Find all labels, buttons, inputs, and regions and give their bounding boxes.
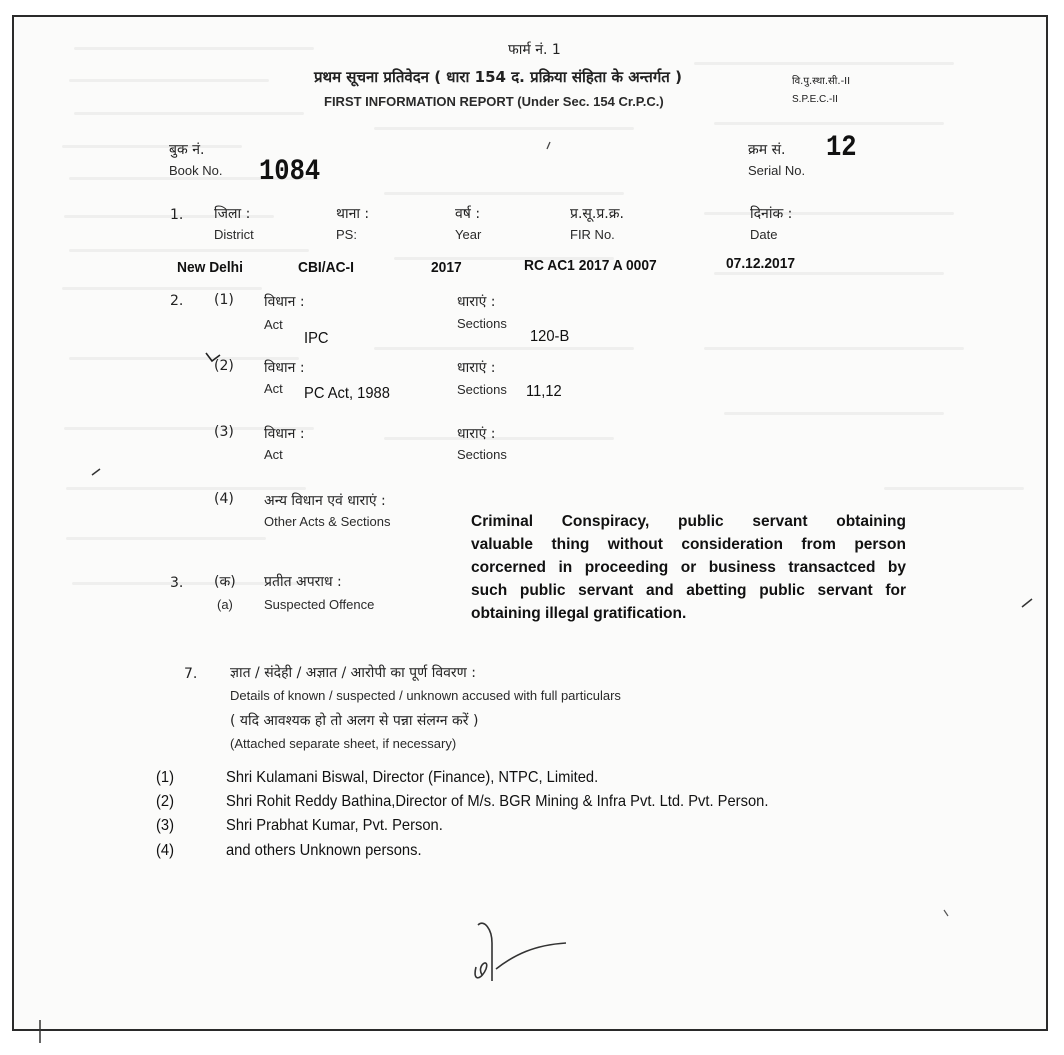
sections-1-label-hindi: धाराएं : (457, 294, 496, 310)
offence-line: Criminal Conspiracy, public servant obtaining (471, 513, 906, 530)
form-number: फार्म नं. 1 (508, 42, 561, 58)
item-2-number: 2. (170, 293, 184, 309)
fir-no-value: RC AC1 2017 A 0007 (524, 257, 657, 274)
offence-label-hindi: प्रतीत अपराध : (264, 574, 342, 590)
accused-index: (2) (156, 793, 174, 810)
offence-line: obtaining illegal gratification. (471, 605, 687, 622)
book-label-english: Book No. (169, 163, 223, 178)
year-label-hindi: वर्ष : (455, 206, 481, 222)
accused-entry: and others Unknown persons. (226, 842, 422, 859)
offence-index-hindi: (क) (214, 574, 236, 590)
offence-index: (a) (217, 597, 233, 612)
act-1-value: IPC (304, 330, 329, 347)
accused-entry: Shri Rohit Reddy Bathina,Director of M/s. BGR Mining & Infra Pvt. Ltd. Pvt. Person. (226, 793, 769, 810)
accused-index: (3) (156, 817, 174, 834)
title-english: FIRST INFORMATION REPORT (Under Sec. 154 Cr.P.C.) (324, 94, 664, 109)
book-number: 1084 (259, 155, 321, 189)
act-1-label: Act (264, 317, 283, 332)
accused-note-hindi: ( यदि आवश्यक हो तो अलग से पन्ना संलग्न करें ) (230, 713, 479, 729)
fir-no-label: FIR No. (570, 227, 615, 242)
accused-entry: Shri Kulamani Biswal, Director (Finance), NTPC, Limited. (226, 769, 599, 786)
sections-1-value: 120-B (530, 328, 570, 345)
form-code-english: S.P.E.C.-II (792, 94, 838, 105)
offence-line: corcerned in proceeding or business transactced by (471, 559, 906, 576)
date-label-hindi: दिनांक : (750, 206, 793, 222)
act-1-label-hindi: विधान : (264, 294, 305, 310)
act-2-value: PC Act, 1988 (304, 385, 390, 402)
serial-number: 12 (826, 131, 857, 165)
book-label-hindi: बुक नं. (169, 142, 205, 158)
form-code-hindi: वि.पु.स्था.सी.-II (792, 76, 851, 87)
sections-3-label-hindi: धाराएं : (457, 426, 496, 442)
item-3-number: 3. (170, 575, 184, 591)
date-label: Date (750, 227, 778, 242)
act-3-label-hindi: विधान : (264, 426, 305, 442)
ps-label: PS: (336, 227, 357, 242)
fir-no-label-hindi: प्र.सू.प्र.क्र. (570, 206, 624, 222)
year-value: 2017 (431, 259, 462, 276)
ps-value: CBI/AC-I (298, 259, 354, 276)
date-value: 07.12.2017 (726, 255, 796, 272)
district-label-hindi: जिला : (214, 206, 251, 222)
accused-index: (1) (156, 769, 174, 786)
accused-index: (4) (156, 842, 174, 859)
other-acts-index: (4) (214, 491, 234, 507)
act-2-index: (2) (214, 358, 234, 374)
accused-label: Details of known / suspected / unknown accused with full particulars (230, 688, 621, 703)
sections-1-label: Sections (457, 316, 507, 331)
sections-2-label: Sections (457, 382, 507, 397)
act-1-index: (1) (214, 292, 234, 308)
serial-label-english: Serial No. (748, 163, 806, 178)
act-2-label-hindi: विधान : (264, 360, 305, 376)
sections-2-label-hindi: धाराएं : (457, 360, 496, 376)
offence-line: such public servant and abetting public servant for (471, 582, 906, 599)
accused-entry: Shri Prabhat Kumar, Pvt. Person. (226, 817, 443, 834)
act-3-label: Act (264, 447, 283, 462)
district-value: New Delhi (177, 259, 243, 276)
serial-label-hindi: क्रम सं. (748, 142, 786, 158)
item-1-number: 1. (170, 207, 184, 223)
district-label: District (214, 227, 254, 242)
offence-line: valuable thing without consideration from person (471, 536, 906, 553)
accused-label-hindi: ज्ञात / संदेही / अज्ञात / आरोपी का पूर्ण विवरण : (230, 665, 476, 681)
ps-label-hindi: थाना : (336, 206, 370, 222)
sections-2-value: 11,12 (526, 383, 562, 400)
act-3-index: (3) (214, 424, 234, 440)
offence-label: Suspected Offence (264, 597, 375, 612)
year-label: Year (455, 227, 482, 242)
accused-note: (Attached separate sheet, if necessary) (230, 736, 457, 751)
other-acts-label-hindi: अन्य विधान एवं धाराएं : (264, 493, 386, 509)
title-hindi: प्रथम सूचना प्रतिवेदन ( धारा 154 द. प्रक्रिया संहिता के अन्तर्गत ) (314, 68, 682, 86)
item-7-number: 7. (184, 666, 198, 682)
sections-3-label: Sections (457, 447, 507, 462)
other-acts-label: Other Acts & Sections (264, 514, 391, 529)
act-2-label: Act (264, 381, 283, 396)
